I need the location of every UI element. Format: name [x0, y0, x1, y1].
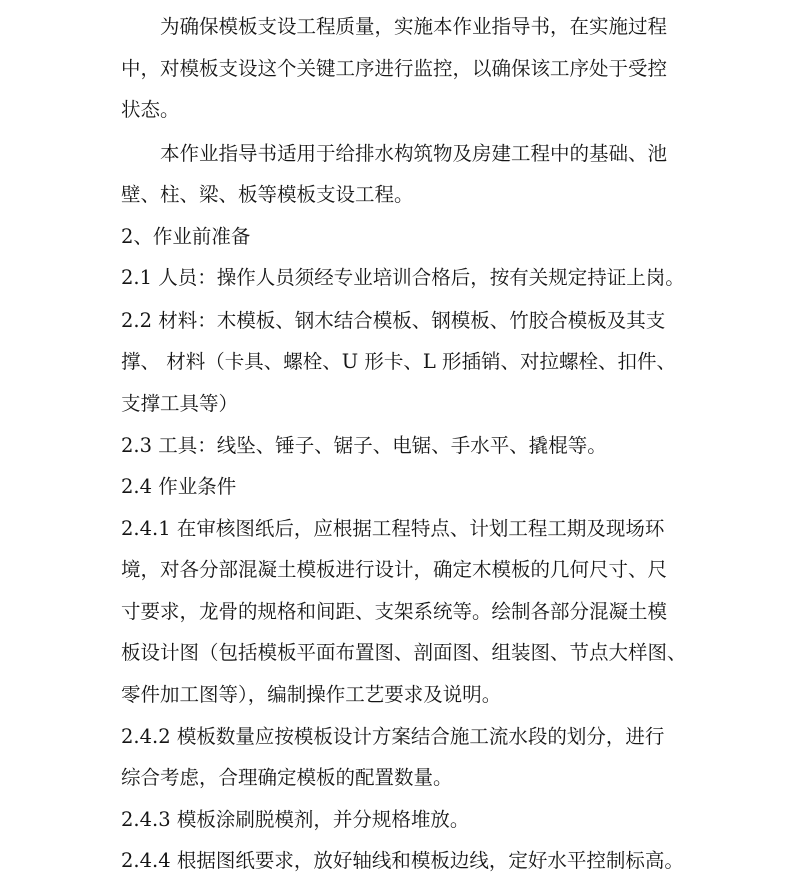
item-2-4-1-line-4: 板设计图（包括模板平面布置图、剖面图、组装图、节点大样图、	[121, 641, 687, 664]
item-2-4-1-line-3: 寸要求，龙骨的规格和间距、支架系统等。绘制各部分混凝土模	[121, 600, 668, 623]
item-2-4-2-line-1: 2.4.2 模板数量应按模板设计方案结合施工流水段的划分，进行	[121, 725, 665, 748]
paragraph-line-2: 中，对模板支设这个关键工序进行监控，以确保该工序处于受控	[121, 57, 668, 80]
item-2-4-1-line-1: 2.4.1 在审核图纸后，应根据工程特点、计划工程工期及现场环	[121, 517, 665, 540]
item-2-4-heading: 2.4 作业条件	[121, 475, 237, 498]
item-2-1: 2.1 人员：操作人员须经专业培训合格后，按有关规定持证上岗。	[121, 266, 685, 289]
item-2-2-line-2: 撑、 材料（卡具、螺栓、U 形卡、L 形插销、对拉螺栓、扣件、	[121, 350, 676, 373]
item-2-3: 2.3 工具：线坠、锤子、锯子、电锯、手水平、撬棍等。	[121, 434, 607, 457]
item-2-2-line-3: 支撑工具等）	[121, 392, 239, 415]
paragraph-line-5: 壁、柱、梁、板等模板支设工程。	[121, 183, 414, 206]
paragraph-line-1: 为确保模板支设工程质量，实施本作业指导书，在实施过程	[160, 15, 668, 38]
paragraph-line-4: 本作业指导书适用于给排水构筑物及房建工程中的基础、池	[160, 142, 668, 165]
item-2-4-1-line-5: 零件加工图等），编制操作工艺要求及说明。	[121, 683, 502, 706]
item-2-4-2-line-2: 综合考虑，合理确定模板的配置数量。	[121, 766, 453, 789]
item-2-4-4: 2.4.4 根据图纸要求，放好轴线和模板边线，定好水平控制标高。	[121, 849, 684, 872]
paragraph-line-3: 状态。	[121, 98, 180, 121]
section-heading-2: 2、作业前准备	[121, 225, 251, 248]
item-2-4-1-line-2: 境，对各分部混凝土模板进行设计，确定木模板的几何尺寸、尺	[121, 558, 668, 581]
item-2-2-line-1: 2.2 材料：木模板、钢木结合模板、钢模板、竹胶合模板及其支	[121, 309, 666, 332]
item-2-4-3: 2.4.3 模板涂刷脱模剂，并分规格堆放。	[121, 808, 470, 831]
